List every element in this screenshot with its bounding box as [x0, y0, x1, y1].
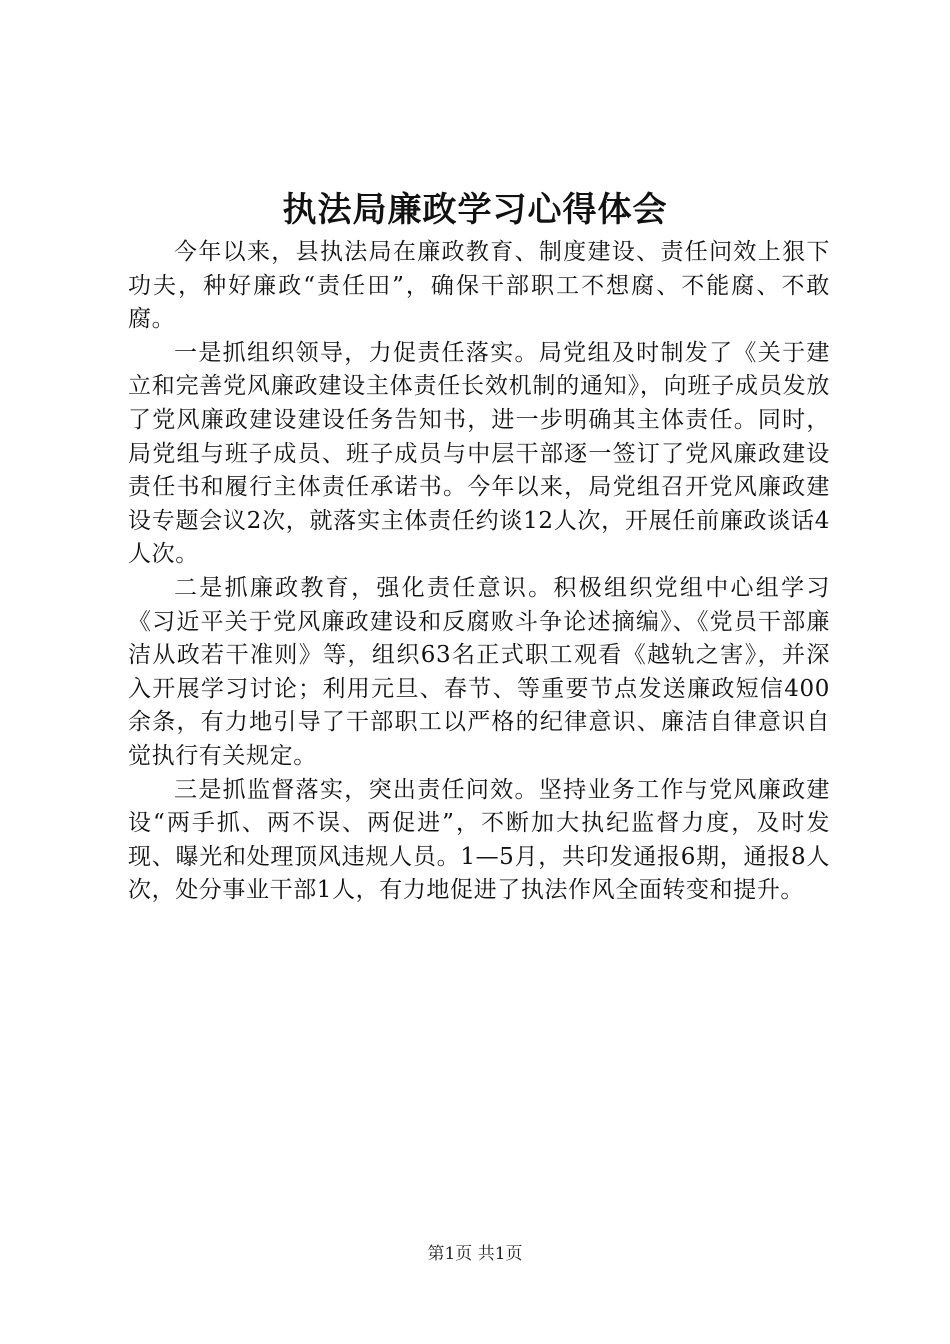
document-body	[128, 236, 830, 908]
page-number-footer: 第1页 共1页	[427, 1244, 523, 1264]
paragraph-intro: 今年以来，县执法局在廉政教育、制度建设、责任问效上狠下功夫，种好廉政“责任田”，确保干部职工不想腐、不能腐、不敢腐。	[128, 239, 830, 333]
paragraph-supervision: 三是抓监督落实，突出责任问效。坚持业务工作与党风廉政建设“两手抓、两不误、两促进”，不断加大执纪监督力度，及时发现、曝光和处理顶风违规人员。1—5月，共印发通报6期，通报8人次，处分事业干部1人，有力地促进了执法作风全面转变和提升。	[128, 776, 830, 904]
document-title: 执法局廉政学习心得体会	[282, 190, 668, 230]
paragraph-education: 二是抓廉政教育，强化责任意识。积极组织党组中心组学习《习近平关于党风廉政建设和反腐败斗争论述摘编》、《党员干部廉洁从政若干准则》等，组织63名正式职工观看《越轨之害》，并深入开展学习讨论；利用元旦、春节、等重要节点发送廉政短信400余条，有力地引导了干部职工以严格的纪律意识、廉洁自律意识自觉执行有关规定。	[128, 574, 830, 769]
paragraph-leadership: 一是抓组织领导，力促责任落实。局党组及时制发了《关于建立和完善党风廉政建设主体责任长效机制的通知》，向班子成员发放了党风廉政建设建设任务告知书，进一步明确其主体责任。同时，局党组与班子成员、班子成员与中层干部逐一签订了党风廉政建设责任书和履行主体责任承诺书。今年以来，局党组召开党风廉政建设专题会议2次，就落实主体责任约谈12人次，开展任前廉政谈话4人次。	[128, 339, 830, 568]
